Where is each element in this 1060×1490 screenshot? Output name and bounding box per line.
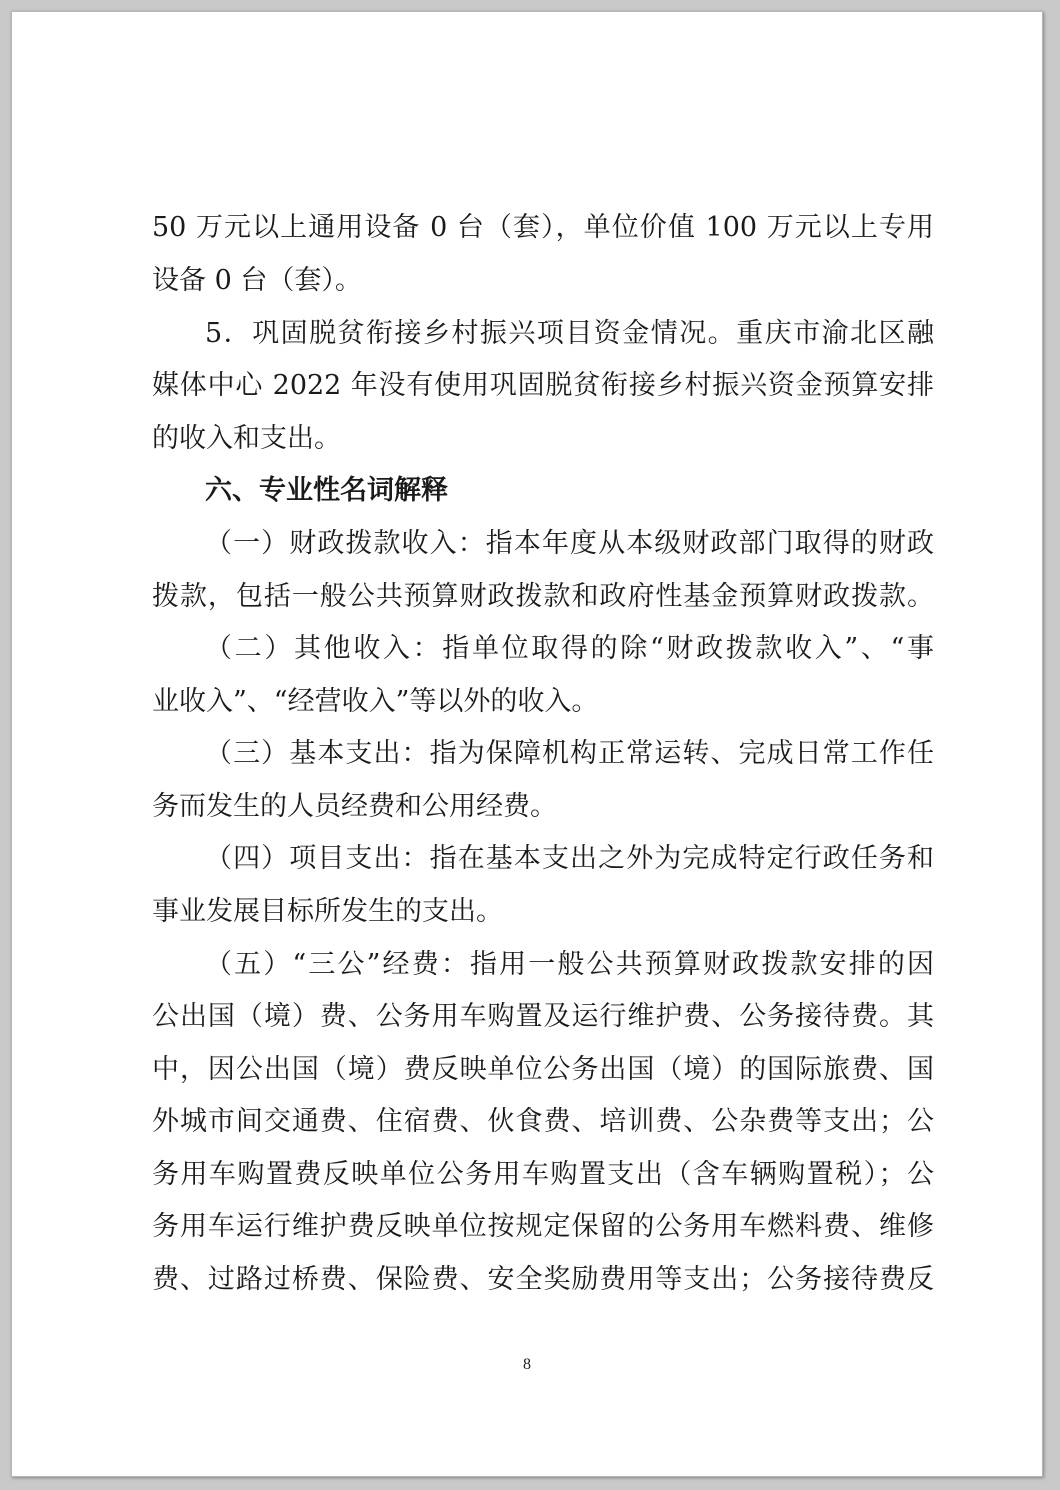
text-line: （二）其他收入：指单位取得的除“财政拨款收入”、“事 bbox=[205, 633, 934, 664]
text-line: 媒体中心 2022 年没有使用巩固脱贫衔接乡村振兴资金预算安排 bbox=[152, 370, 934, 401]
text-line: 事业发展目标所发生的支出。 bbox=[152, 896, 503, 927]
text-line: 公出国（境）费、公务用车购置及运行维护费、公务接待费。其 bbox=[152, 1001, 934, 1032]
text-line: 务而发生的人员经费和公用经费。 bbox=[152, 791, 557, 822]
text-line: （五）“三公”经费：指用一般公共预算财政拨款安排的因 bbox=[205, 949, 934, 980]
page-number: 8 bbox=[523, 1356, 531, 1373]
text-line: 费、过路过桥费、保险费、安全奖励费用等支出；公务接待费反 bbox=[152, 1264, 934, 1295]
text-line: 的收入和支出。 bbox=[152, 423, 341, 454]
text-line: 50 万元以上通用设备 0 台（套），单位价值 100 万元以上专用 bbox=[152, 212, 934, 243]
text-line: （四）项目支出：指在基本支出之外为完成特定行政任务和 bbox=[205, 843, 934, 874]
section-heading: 六、专业性名词解释 bbox=[205, 475, 448, 506]
text-line: （三）基本支出：指为保障机构正常运转、完成日常工作任 bbox=[205, 738, 934, 769]
text-line: 业收入”、“经营收入”等以外的收入。 bbox=[152, 686, 599, 717]
text-line: 中，因公出国（境）费反映单位公务出国（境）的国际旅费、国 bbox=[152, 1054, 934, 1085]
text-line: 务用车运行维护费反映单位按规定保留的公务用车燃料费、维修 bbox=[152, 1211, 934, 1242]
text-line: 拨款，包括一般公共预算财政拨款和政府性基金预算财政拨款。 bbox=[152, 581, 934, 612]
document-page bbox=[11, 11, 1043, 1477]
text-line: 5．巩固脱贫衔接乡村振兴项目资金情况。重庆市渝北区融 bbox=[205, 318, 934, 349]
text-line: （一）财政拨款收入：指本年度从本级财政部门取得的财政 bbox=[205, 528, 934, 559]
text-line: 务用车购置费反映单位公务用车购置支出（含车辆购置税）；公 bbox=[152, 1159, 934, 1190]
text-line: 外城市间交通费、住宿费、伙食费、培训费、公杂费等支出；公 bbox=[152, 1106, 934, 1137]
text-line: 设备 0 台（套）。 bbox=[152, 265, 362, 296]
